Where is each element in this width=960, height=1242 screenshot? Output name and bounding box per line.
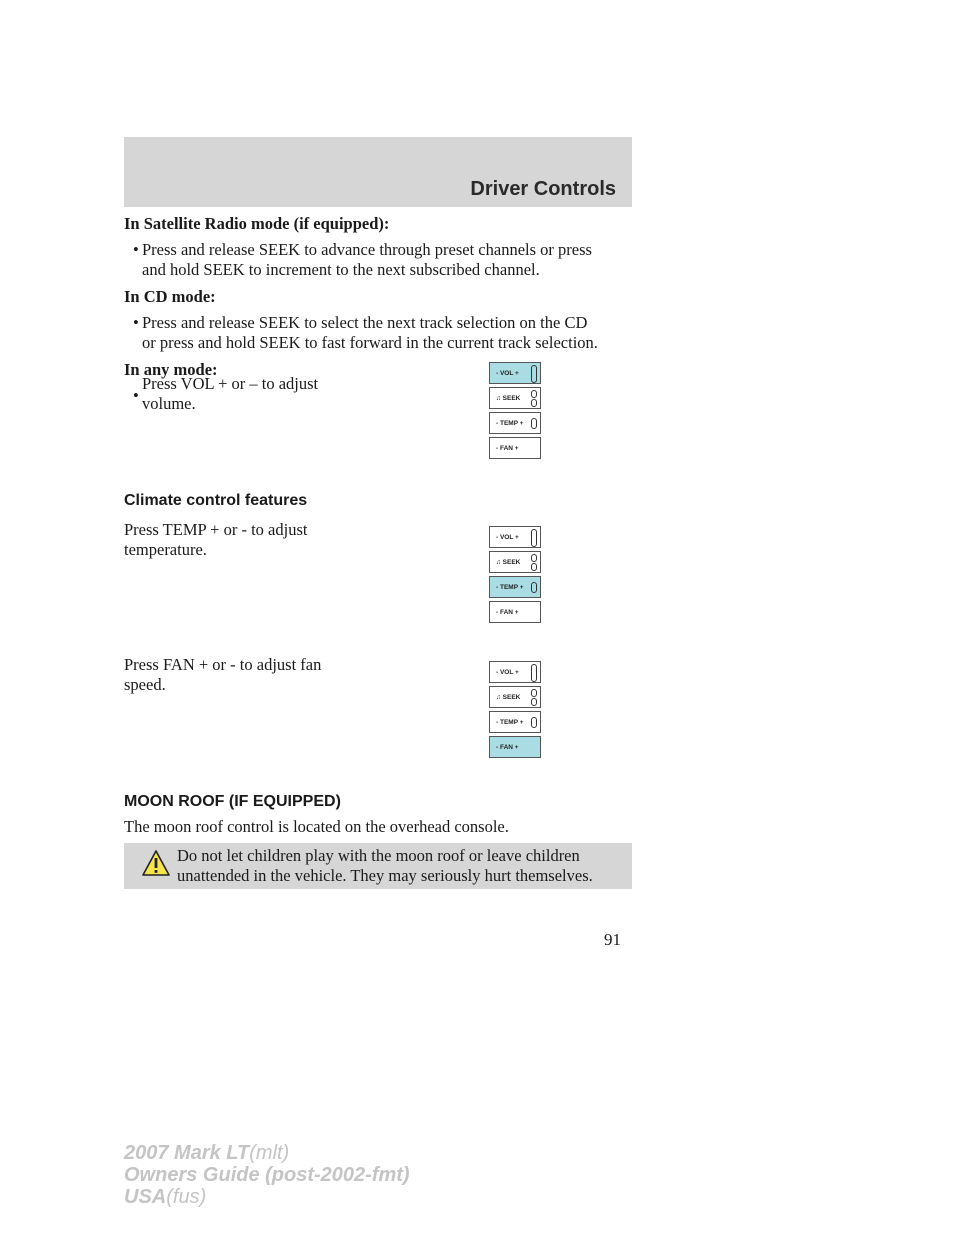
fan-text-line2: speed. xyxy=(124,675,166,694)
moon-roof-heading: MOON ROOF (IF EQUIPPED) xyxy=(124,793,341,810)
vol-label: - VOL + xyxy=(496,534,519,541)
fan-label: - FAN + xyxy=(496,744,519,751)
satellite-heading: In Satellite Radio mode (if equipped): xyxy=(124,214,390,233)
seek-button xyxy=(489,686,541,708)
warning-text-line1: Do not let children play with the moon roof or leave children xyxy=(177,846,580,865)
seek-label: ♫ SEEK xyxy=(496,559,521,566)
moon-roof-text: The moon roof control is located on the overhead console. xyxy=(124,817,509,836)
cd-bullet-line1: Press and release SEEK to select the next track selection on the CD xyxy=(142,313,588,332)
footer xyxy=(124,1142,410,1208)
rocker-icon xyxy=(531,664,537,682)
vol-button xyxy=(489,661,541,683)
footer-region: USA xyxy=(124,1186,167,1208)
footer-region-code: (fus) xyxy=(166,1186,207,1208)
temp-label: - TEMP + xyxy=(496,719,524,726)
any-mode-heading: In any mode: xyxy=(124,360,218,379)
temp-text-line1: Press TEMP + or - to adjust xyxy=(124,520,308,539)
temp-button xyxy=(489,576,541,598)
bullet-glyph: • xyxy=(133,386,139,405)
rocker-icon xyxy=(531,717,537,728)
warning-icon xyxy=(141,849,171,877)
fan-label: - FAN + xyxy=(496,609,519,616)
cd-bullet-line2: or press and hold SEEK to fast forward in the current track selection. xyxy=(142,333,598,352)
header-band xyxy=(124,137,632,207)
satellite-bullet-line1: Press and release SEEK to advance through preset channels or press xyxy=(142,240,592,259)
rocker-icon xyxy=(531,698,537,706)
footer-line3 xyxy=(124,1186,410,1208)
fan-button xyxy=(489,736,541,758)
vol-label: - VOL + xyxy=(496,669,519,676)
rocker-icon xyxy=(531,563,537,571)
fan-button xyxy=(489,437,541,459)
bullet-glyph: • xyxy=(133,313,139,332)
warning-box xyxy=(124,843,632,889)
section-title: Driver Controls xyxy=(470,178,616,200)
rocker-icon xyxy=(531,390,537,398)
seek-label: ♫ SEEK xyxy=(496,694,521,701)
fan-button xyxy=(489,601,541,623)
bullet-glyph: • xyxy=(133,240,139,259)
climate-heading: Climate control features xyxy=(124,492,308,509)
vol-button xyxy=(489,362,541,384)
temp-button xyxy=(489,711,541,733)
rocker-icon xyxy=(531,554,537,562)
seek-label: ♫ SEEK xyxy=(496,395,521,402)
seek-button xyxy=(489,551,541,573)
temp-text-line2: temperature. xyxy=(124,540,207,559)
fan-label: - FAN + xyxy=(496,445,519,452)
temp-label: - TEMP + xyxy=(496,584,524,591)
seek-button xyxy=(489,387,541,409)
warning-text-line2: unattended in the vehicle. They may seriously hurt themselves. xyxy=(177,866,593,885)
vol-button xyxy=(489,526,541,548)
satellite-bullet-line2: and hold SEEK to increment to the next subscribed channel. xyxy=(142,260,540,279)
cd-heading: In CD mode: xyxy=(124,287,216,306)
temp-button xyxy=(489,412,541,434)
any-bullet-line2: volume. xyxy=(142,394,196,413)
any-bullet-line1: Press VOL + or – to adjust xyxy=(142,374,319,393)
rocker-icon xyxy=(531,418,537,429)
page-number: 91 xyxy=(604,930,621,949)
fan-text-line1: Press FAN + or - to adjust fan xyxy=(124,655,322,674)
footer-model: 2007 Mark LT xyxy=(124,1142,250,1164)
vol-label: - VOL + xyxy=(496,370,519,377)
temp-label: - TEMP + xyxy=(496,420,524,427)
rocker-icon xyxy=(531,529,537,547)
footer-line2: Owners Guide (post-2002-fmt) xyxy=(124,1164,410,1186)
rocker-icon xyxy=(531,365,537,383)
footer-model-code: (mlt) xyxy=(249,1142,290,1164)
rocker-icon xyxy=(531,399,537,407)
footer-line1 xyxy=(124,1142,410,1164)
rocker-icon xyxy=(531,689,537,697)
rocker-icon xyxy=(531,582,537,593)
